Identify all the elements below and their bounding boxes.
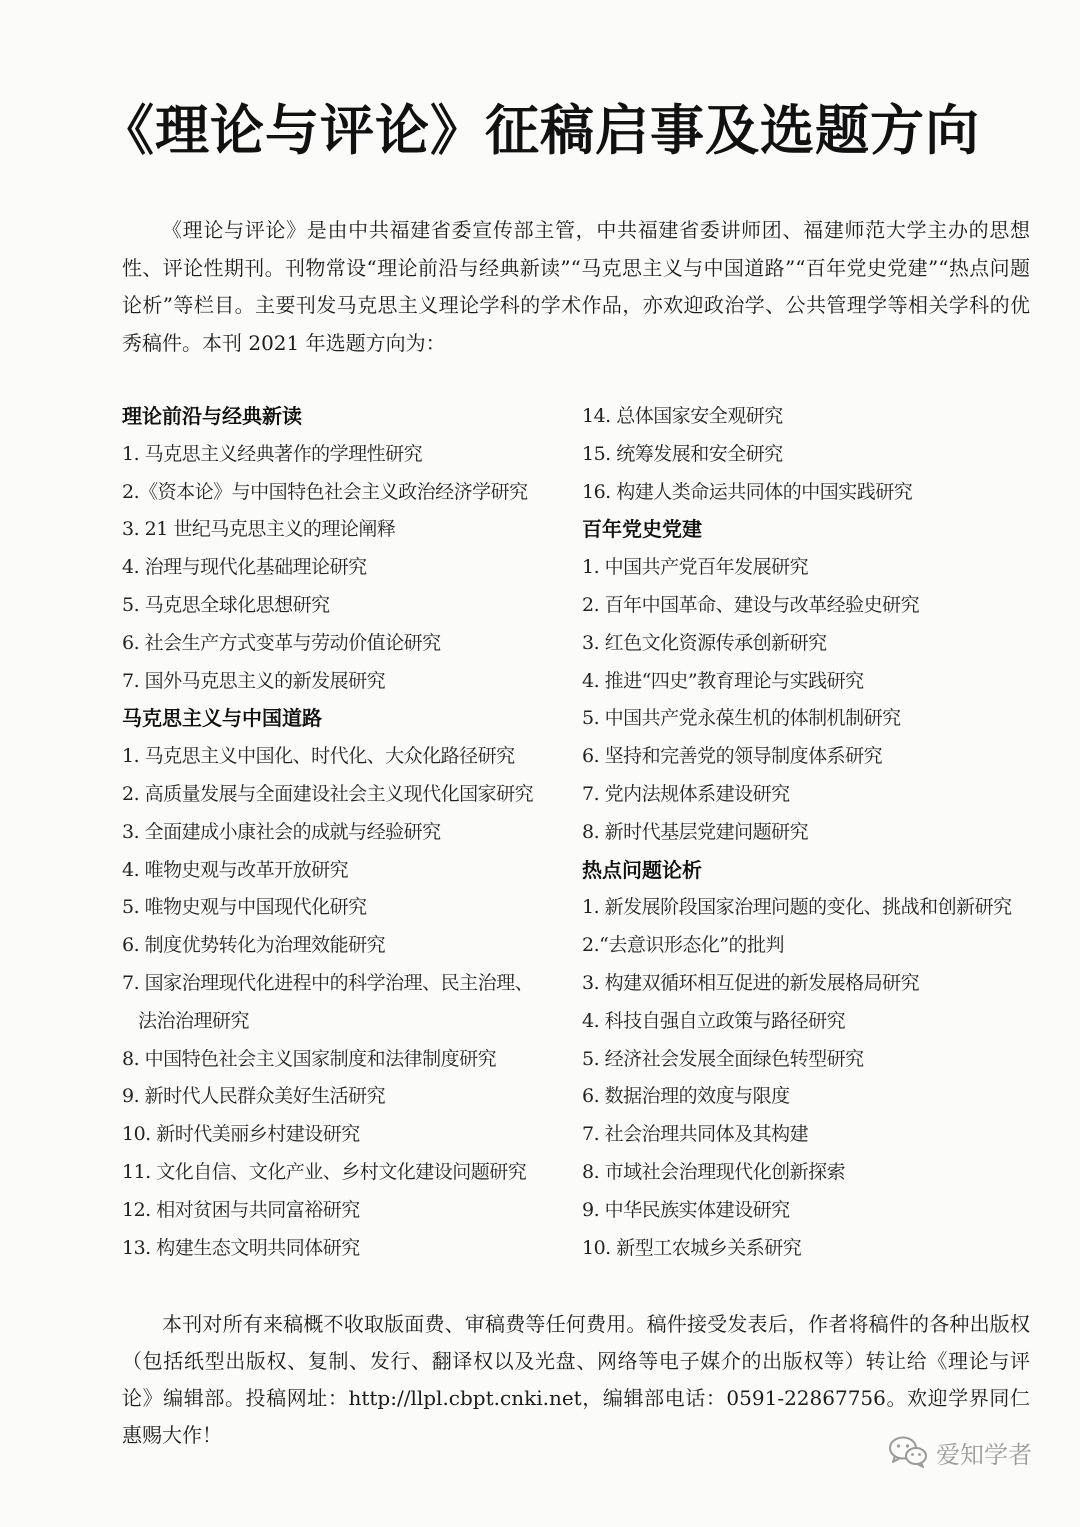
topic-item: 7. 国外马克思主义的新发展研究	[122, 669, 386, 692]
topic-item-continuation: 法治治理研究	[138, 1009, 250, 1032]
topic-item: 1. 马克思主义中国化、时代化、大众化路径研究	[122, 745, 515, 768]
section-heading-marxism-china: 马克思主义与中国道路	[122, 706, 322, 731]
topic-item: 7. 社会治理共同体及其构建	[582, 1123, 809, 1146]
watermark	[888, 1434, 1032, 1470]
topic-item: 7. 国家治理现代化进程中的科学治理、民主治理、	[122, 971, 534, 994]
topic-item: 4. 治理与现代化基础理论研究	[122, 556, 367, 579]
topic-item: 16. 构建人类命运共同体的中国实践研究	[582, 480, 913, 503]
topic-item: 12. 相对贫困与共同富裕研究	[122, 1198, 360, 1221]
topic-item: 1. 马克思主义经典著作的学理性研究	[122, 442, 423, 465]
footer-paragraph: 本刊对所有来稿概不收取版面费、审稿费等任何费用。稿件接受发表后，作者将稿件的各种出版权（包括纸型出版权、复制、发行、翻译权以及光盘、网络等电子媒介的出版权等）转让给《理论与评论》编辑部。投稿网址：http://llpl.cbpt.cnki.net，编辑部电话：0591-22867756。欢迎学界同仁惠赐大作！	[122, 1312, 1030, 1447]
topic-item: 3. 红色文化资源传承创新研究	[582, 631, 827, 654]
topic-item: 11. 文化自信、文化产业、乡村文化建设问题研究	[122, 1160, 527, 1183]
topics-left-column	[122, 398, 572, 1267]
topic-item: 8. 中国特色社会主义国家制度和法律制度研究	[122, 1047, 497, 1070]
topic-item: 10. 新型工农城乡关系研究	[582, 1236, 802, 1259]
watermark-text: 爱知学者	[936, 1440, 1032, 1469]
topic-item: 6. 数据治理的效度与限度	[582, 1085, 790, 1108]
topic-item: 13. 构建生态文明共同体研究	[122, 1236, 360, 1259]
topic-item: 3. 21 世纪马克思主义的理论阐释	[122, 518, 396, 541]
topic-item: 4. 推进“四史”教育理论与实践研究	[582, 669, 864, 692]
topic-item: 5. 中国共产党永葆生机的体制机制研究	[582, 707, 901, 730]
wechat-icon	[888, 1435, 928, 1469]
section-heading-party-history: 百年党史党建	[582, 517, 702, 542]
topic-item: 2. 百年中国革命、建设与改革经验史研究	[582, 593, 920, 616]
topic-item: 8. 市域社会治理现代化创新探索	[582, 1160, 846, 1183]
topic-item: 5. 马克思全球化思想研究	[122, 593, 330, 616]
topic-item: 5. 经济社会发展全面绿色转型研究	[582, 1047, 864, 1070]
topic-item: 14. 总体国家安全观研究	[582, 405, 783, 427]
topic-item: 6. 社会生产方式变革与劳动价值论研究	[122, 631, 441, 654]
topic-item: 1. 中国共产党百年发展研究	[582, 556, 809, 579]
page-title: 《理论与评论》征稿启事及选题方向	[100, 99, 980, 162]
topic-item: 6. 制度优势转化为治理效能研究	[122, 934, 386, 957]
topic-item: 9. 新时代人民群众美好生活研究	[122, 1085, 386, 1108]
section-heading-hot-issues: 热点问题论析	[582, 857, 702, 882]
topic-item: 2. 高质量发展与全面建设社会主义现代化国家研究	[122, 782, 534, 805]
topic-item: 2.《资本论》与中国特色社会主义政治经济学研究	[122, 480, 528, 503]
topics-right-column	[582, 398, 1022, 1267]
topic-item: 5. 唯物史观与中国现代化研究	[122, 896, 367, 919]
topic-item: 15. 统筹发展和安全研究	[582, 442, 783, 465]
section-heading-frontier: 理论前沿与经典新读	[122, 404, 302, 428]
topic-item: 2.“去意识形态化”的批判	[582, 934, 785, 957]
topic-item: 3. 全面建成小康社会的成就与经验研究	[122, 820, 441, 843]
topic-item: 8. 新时代基层党建问题研究	[582, 820, 809, 843]
topic-item: 6. 坚持和完善党的领导制度体系研究	[582, 745, 883, 768]
topic-item: 1. 新发展阶段国家治理问题的变化、挑战和创新研究	[582, 896, 1012, 919]
topic-item: 7. 党内法规体系建设研究	[582, 782, 790, 805]
topic-item: 4. 科技自强自立政策与路径研究	[582, 1009, 846, 1032]
topic-item: 4. 唯物史观与改革开放研究	[122, 858, 349, 881]
topic-item: 10. 新时代美丽乡村建设研究	[122, 1123, 360, 1146]
topic-item: 3. 构建双循环相互促进的新发展格局研究	[582, 971, 920, 994]
topic-item: 9. 中华民族实体建设研究	[582, 1198, 790, 1221]
intro-paragraph: 《理论与评论》是由中共福建省委宣传部主管，中共福建省委讲师团、福建师范大学主办的思想性、评论性期刊。刊物常设“理论前沿与经典新读”“马克思主义与中国道路”“百年党史党建”“热点问题论析”等栏目。主要刊发马克思主义理论学科的学术作品，亦欢迎政治学、公共管理学等相关学科的优秀稿件。本刊 2021 年选题方向为：	[122, 218, 1030, 355]
